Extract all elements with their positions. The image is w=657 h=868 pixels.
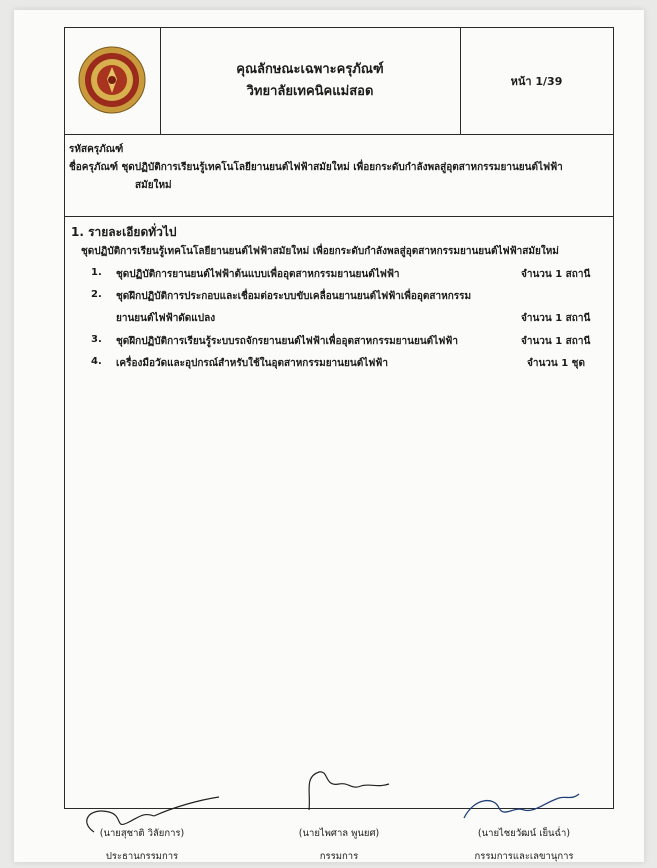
item-number: 1. (91, 267, 102, 278)
document-page (14, 10, 644, 862)
signature-block (72, 826, 212, 864)
signer-role: กรรมการและเลขานุการ (474, 851, 574, 862)
header-row (65, 28, 613, 135)
logo-cell (65, 28, 161, 134)
item-text-continued: ยานยนต์ไฟฟ้าดัดแปลง (116, 313, 216, 324)
signature-scribble-3 (454, 788, 584, 828)
signer-name: (นายไชยวัฒน์ เย็นฉ่ำ) (477, 828, 571, 839)
signature-block (269, 826, 409, 864)
item-quantity: จำนวน 1 ชุด (527, 358, 585, 369)
signer-role: ประธานกรรมการ (105, 851, 179, 862)
item-number: 4. (91, 356, 102, 367)
college-seal-icon (77, 45, 147, 115)
doc-title: คุณลักษณะเฉพาะครุภัณฑ์ (236, 62, 384, 77)
signer-name: (นายไพศาล พูนยศ) (298, 828, 380, 839)
page-number: หน้า 1/39 (510, 75, 563, 88)
item-quantity: จำนวน 1 สถานี (521, 269, 591, 280)
signature-block (444, 826, 604, 864)
equipment-code-label: รหัสครุภัณฑ์ (69, 144, 124, 155)
section-title: 1. รายละเอียดทั่วไป (71, 225, 177, 239)
signature-scribble-2 (289, 762, 409, 817)
item-text: ชุดฝึกปฏิบัติการเรียนรู้ระบบรถจักรยานยนต์ไฟฟ้าเพื่ออุตสาหกรรมยานยนต์ไฟฟ้า (116, 336, 458, 347)
equipment-name-line1: ชื่อครุภัณฑ์ ชุดปฏิบัติการเรียนรู้เทคโนโลยียานยนต์ไฟฟ้าสมัยใหม่ เพื่อยกระดับกำลังพลสู่อุตสาหกรรมยานยนต์ไฟฟ้า (69, 162, 563, 173)
item-number: 3. (91, 334, 102, 345)
item-text: ชุดปฏิบัติการยานยนต์ไฟฟ้าต้นแบบเพื่ออุตสาหกรรมยานยนต์ไฟฟ้า (116, 269, 400, 280)
section-intro: ชุดปฏิบัติการเรียนรู้เทคโนโลยียานยนต์ไฟฟ้าสมัยใหม่ เพื่อยกระดับกำลังพลสู่อุตสาหกรรมยานยนต์ไฟฟ้าสมัยใหม่ (81, 246, 559, 257)
item-text: เครื่องมือวัดและอุปกรณ์สำหรับใช้ในอุตสาหกรรมยานยนต์ไฟฟ้า (116, 358, 388, 369)
signer-name: (นายสุชาติ วิลัยการ) (99, 828, 185, 839)
item-text: ชุดฝึกปฏิบัติการประกอบและเชื่อมต่อระบบขับเคลื่อนยานยนต์ไฟฟ้าเพื่ออุตสาหกรรม (116, 291, 472, 302)
equipment-name-line2: สมัยใหม่ (135, 180, 172, 191)
item-quantity: จำนวน 1 สถานี (521, 336, 591, 347)
title-cell (160, 28, 461, 134)
equipment-info (65, 134, 613, 217)
college-name: วิทยาลัยเทคนิคแม่สอด (246, 84, 374, 99)
item-number: 2. (91, 289, 102, 300)
spec-table (64, 27, 614, 809)
item-quantity: จำนวน 1 สถานี (521, 313, 591, 324)
signer-role: กรรมการ (319, 851, 359, 862)
